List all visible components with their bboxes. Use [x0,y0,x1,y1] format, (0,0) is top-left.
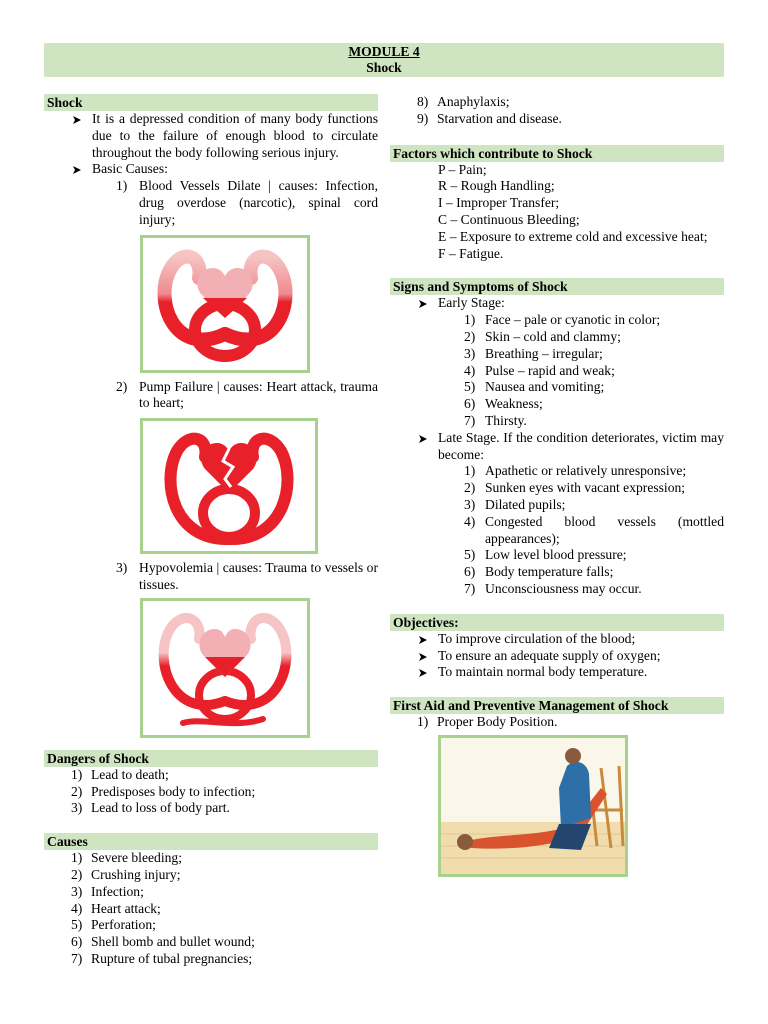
late-sign-item: 1) Apathetic or relatively unresponsive; [464,463,687,479]
body-position-image [438,735,628,877]
module-header [44,43,724,77]
danger-item: 3) Lead to loss of body part. [71,800,230,816]
objective-item: To ensure an adequate supply of oxygen; [390,648,724,665]
danger-item: 1) Lead to death; [71,766,169,782]
factor-item: F – Fatigue. [438,245,504,261]
section-heading-first-aid: First Aid and Preventive Management of Shock [390,697,724,714]
factor-item: R – Rough Handling; [438,178,555,194]
early-sign-item: 3) Breathing – irregular; [464,345,603,361]
early-stage-label: Early Stage: [390,295,724,312]
factor-item: E – Exposure to extreme cold and excessive heat; [438,228,708,244]
cause-item: 6) Shell bomb and bullet wound; [71,934,255,950]
shock-position-illustration [441,738,625,874]
module-subtitle: Shock [366,60,402,75]
early-sign-item: 5) Nausea and vomiting; [464,379,605,395]
late-sign-item: 5) Low level blood pressure; [464,547,627,563]
late-sign-item: 6) Body temperature falls; [464,564,614,580]
hypovolemia-image [140,598,310,738]
late-sign-item: 7) Unconsciousness may occur. [464,580,642,596]
basic-cause-item: 2) Pump Failure | causes: Heart attack, trauma to heart; [116,378,378,411]
arrow-bullet-icon [72,165,82,175]
section-heading-factors: Factors which contribute to Shock [390,145,724,162]
arrow-bullet-icon [418,652,428,662]
late-sign-item: 2) Sunken eyes with vacant expression; [464,480,686,496]
cause-item: 8) Anaphylaxis; [417,94,510,109]
objective-item: To improve circulation of the blood; [390,631,724,648]
basic-causes-label: Basic Causes: [44,161,378,178]
section-heading-signs: Signs and Symptoms of Shock [390,278,724,295]
basic-cause-item: 3) Hypovolemia | causes: Trauma to vessels or tissues. [116,560,378,592]
dilated-heart-vessels-illustration [143,238,307,370]
left-column [44,94,378,968]
arrow-bullet-icon [72,115,82,125]
arrow-bullet-icon [418,635,428,645]
basic-cause-item: 1) Blood Vessels Dilate | causes: Infection, drug overdose (narcotic), spinal cord injury; [116,178,378,227]
late-sign-item: 4) Congested blood vessels (mottled appearances); [464,513,724,546]
early-sign-item: 7) Thirsty. [464,412,527,428]
section-heading-shock: Shock [44,94,378,111]
cause-item: 1) Severe bleeding; [71,850,182,866]
cause-item: 5) Perforation; [71,917,156,933]
late-sign-item: 3) Dilated pupils; [464,496,566,512]
first-aid-item: 1) Proper Body Position. [417,714,558,730]
arrow-bullet-icon [418,434,428,444]
late-stage-label: Late Stage. If the condition deteriorates, victim may become: [390,430,724,464]
factor-item: C – Continuous Bleeding; [438,211,580,227]
cause-item: 3) Infection; [71,883,144,899]
early-sign-item: 1) Face – pale or cyanotic in color; [464,312,661,328]
factor-item: I – Improper Transfer; [438,195,560,211]
section-heading-objectives: Objectives: [390,614,724,631]
cause-item: 4) Heart attack; [71,900,161,916]
shock-definition: It is a depressed condition of many body functions due to the failure of enough blood to circulate throughout the body following serious injury. [44,111,378,161]
early-sign-item: 6) Weakness; [464,396,543,412]
section-heading-dangers: Dangers of Shock [44,750,378,767]
early-sign-item: 2) Skin – cold and clammy; [464,328,621,344]
right-column [390,94,724,877]
cause-item: 2) Crushing injury; [71,866,181,882]
hypovolemia-heart-illustration [143,601,307,735]
cause-item: 9) Starvation and disease. [417,110,562,126]
arrow-bullet-icon [418,668,428,678]
section-heading-causes: Causes [44,833,378,850]
module-title: MODULE 4 [348,44,420,59]
factor-item: P – Pain; [438,161,487,177]
blood-vessels-dilate-image [140,235,310,373]
danger-item: 2) Predisposes body to infection; [71,783,256,799]
early-sign-item: 4) Pulse – rapid and weak; [464,362,615,378]
objective-item: To maintain normal body temperature. [390,664,724,681]
cause-item: 7) Rupture of tubal pregnancies; [71,950,253,966]
pump-failure-image [140,418,318,554]
arrow-bullet-icon [418,299,428,309]
broken-heart-illustration [143,421,315,551]
